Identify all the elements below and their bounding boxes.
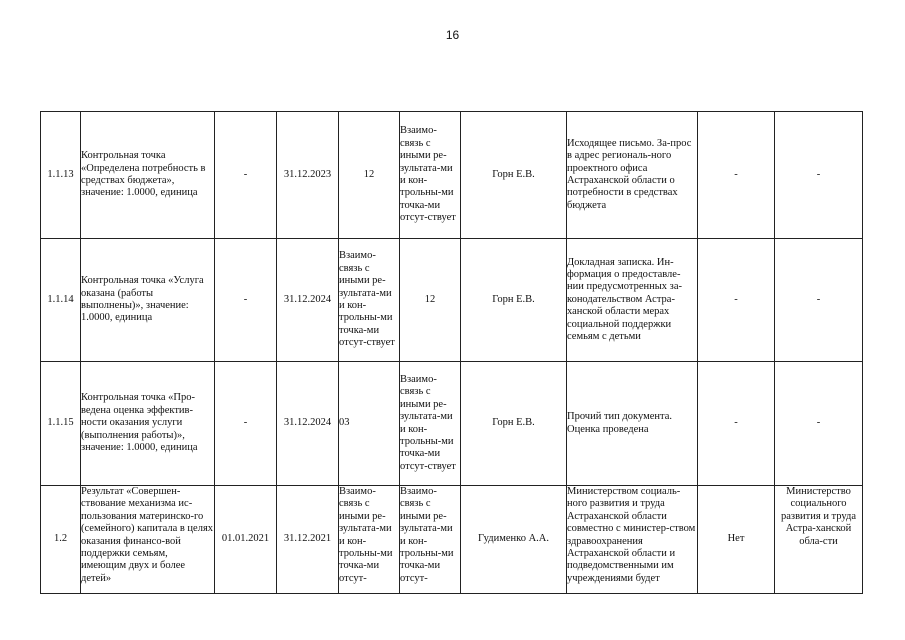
row-end-date: 31.12.2023 (277, 112, 339, 239)
row-responsible: Горн Е.В. (461, 362, 567, 486)
row-successor: Взаимо-связь с иными ре-зультата-ми и кон-трольны-ми точка-ми отсут-ствует (400, 362, 461, 486)
row-number: 1.1.14 (41, 239, 81, 362)
row-name: Контрольная точка «Про-ведена оценка эффектив-ности оказания услуги (выполнения работы)», значение: 1.0000, единица (81, 362, 215, 486)
row-start-date: 01.01.2021 (215, 486, 277, 594)
row-number: 1.1.15 (41, 362, 81, 486)
control-points-table (40, 111, 863, 594)
row-predecessor: 03 (339, 362, 400, 486)
table-row (41, 239, 863, 362)
row-number: 1.2 (41, 486, 81, 594)
row-responsible: Горн Е.В. (461, 112, 567, 239)
row-document: Исходящее письмо. За-прос в адрес региональ-ного проектного офиса Астраханской области о потребности в средствах бюджета (567, 112, 698, 239)
row-system: - (775, 239, 863, 362)
row-start-date: - (215, 239, 277, 362)
row-predecessor: Взаимо-связь с иными ре-зультата-ми и кон-трольны-ми точка-ми отсут- (339, 486, 400, 594)
row-start-date: - (215, 112, 277, 239)
row-system: - (775, 362, 863, 486)
row-responsible: Горн Е.В. (461, 239, 567, 362)
row-system: - (775, 112, 863, 239)
row-level: - (698, 112, 775, 239)
row-level: Нет (698, 486, 775, 594)
row-predecessor: 12 (339, 112, 400, 239)
row-name: Контрольная точка «Услуга оказана (работы выполнены)», значение: 1.0000, единица (81, 239, 215, 362)
table-row (41, 112, 863, 239)
row-successor: 12 (400, 239, 461, 362)
row-name: Контрольная точка «Определена потребность в средствах бюджета», значение: 1.0000, единица (81, 112, 215, 239)
row-end-date: 31.12.2024 (277, 239, 339, 362)
row-end-date: 31.12.2021 (277, 486, 339, 594)
page-number: 16 (445, 28, 460, 42)
row-name: Результат «Совершен-ствование механизма ис-пользования материнско-го (семейного) капитала в целях оказания финансо-вой поддержки семьям, имеющим двух и более детей» (81, 486, 215, 594)
row-end-date: 31.12.2024 (277, 362, 339, 486)
row-successor: Взаимо-связь с иными ре-зультата-ми и кон-трольны-ми точка-ми отсут- (400, 486, 461, 594)
row-document: Докладная записка. Ин-формация о предоставле-нии предусмотренных за-конодательством Астра-ханской области мерах социальной поддержки семьям с детьми (567, 239, 698, 362)
row-level: - (698, 239, 775, 362)
row-document: Прочий тип документа. Оценка проведена (567, 362, 698, 486)
row-predecessor: Взаимо-связь с иными ре-зультата-ми и кон-трольны-ми точка-ми отсут-ствует (339, 239, 400, 362)
row-level: - (698, 362, 775, 486)
row-document: Министерством социаль-ного развития и труда Астраханской области совместно с министер-ством здравоохранения Астраханской области и подведомственными им учреждениями будет (567, 486, 698, 594)
row-responsible: Гудименко А.А. (461, 486, 567, 594)
table-row (41, 362, 863, 486)
row-start-date: - (215, 362, 277, 486)
row-system: Министерство социального развития и труда Астра-ханской обла-сти (775, 486, 863, 594)
row-number: 1.1.13 (41, 112, 81, 239)
table-row (41, 486, 863, 594)
row-successor: Взаимо-связь с иными ре-зультата-ми и кон-трольны-ми точка-ми отсут-ствует (400, 112, 461, 239)
